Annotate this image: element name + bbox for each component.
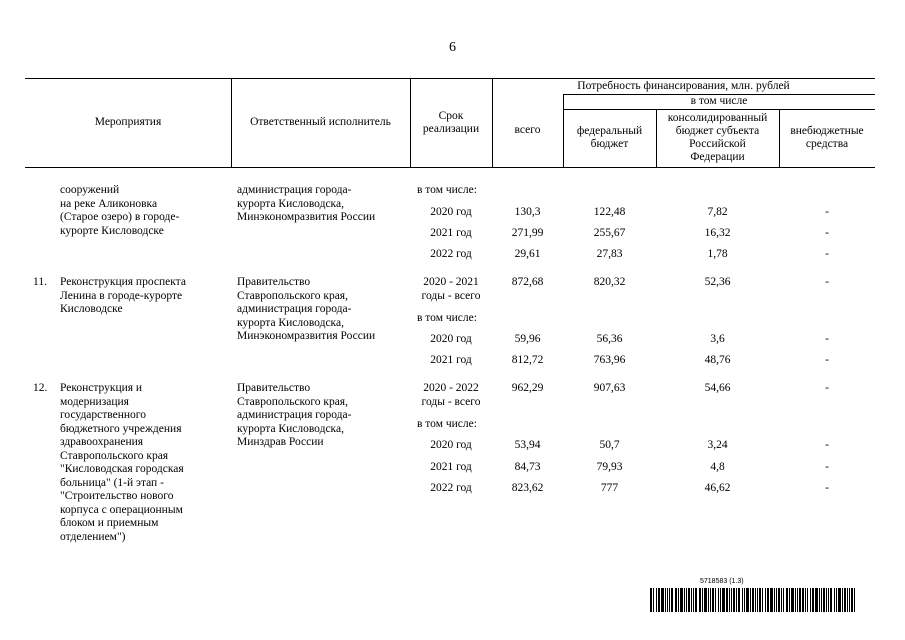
- barcode-bar: [815, 588, 818, 612]
- offbudget-value: -: [825, 248, 829, 260]
- total-value: 962,29: [511, 382, 544, 394]
- barcode-bar: [767, 588, 769, 612]
- total-value: 59,96: [514, 333, 541, 345]
- barcode-bar: [765, 588, 766, 612]
- offbudget-value: -: [825, 206, 829, 218]
- term-text: 2021 год: [430, 461, 472, 473]
- barcode-bar: [774, 588, 775, 612]
- regional-value: 46,62: [704, 482, 731, 494]
- regional-value: 54,66: [704, 382, 731, 394]
- barcode-bar: [695, 588, 697, 612]
- term-text: 2020 - 2022 годы - всего: [421, 382, 481, 408]
- barcode-number: 5718583 (1.3): [700, 578, 744, 585]
- barcode-bar: [688, 588, 690, 612]
- barcode-bar: [851, 588, 853, 612]
- regional-value: 4,8: [710, 461, 725, 473]
- barcode-bar: [836, 588, 837, 612]
- federal-value: 777: [600, 482, 619, 494]
- barcode-bar: [834, 588, 835, 612]
- regional-value: 7,82: [707, 206, 728, 218]
- event-text: Реконструкция проспекта Ленина в городе-курорте Кисловодске: [60, 276, 186, 315]
- row-number: 11.: [33, 276, 47, 288]
- barcode-bar: [819, 588, 820, 612]
- page-number: 6: [449, 40, 456, 55]
- federal-value: 907,63: [593, 382, 626, 394]
- barcode-bar: [802, 588, 804, 612]
- barcode-bar: [710, 588, 711, 612]
- barcode-bar: [746, 588, 749, 612]
- header-regional: консолидированный бюджет субъекта Российской Федерации: [667, 112, 768, 163]
- regional-value: 3,24: [707, 439, 728, 451]
- header-federal: федеральный бюджет: [576, 125, 643, 150]
- barcode-bar: [680, 588, 683, 612]
- federal-value: 255,67: [593, 227, 626, 239]
- total-value: 29,61: [514, 248, 541, 260]
- barcode-bar: [828, 588, 829, 612]
- header-offbudget: внебюджетные средства: [790, 125, 864, 150]
- offbudget-value: -: [825, 276, 829, 288]
- federal-value: 820,32: [593, 276, 626, 288]
- regional-value: 52,36: [704, 276, 731, 288]
- barcode-bar: [810, 588, 811, 612]
- total-value: 872,68: [511, 276, 544, 288]
- row-number: 12.: [33, 382, 48, 394]
- header-responsible: Ответственный исполнитель: [250, 116, 391, 128]
- total-value: 130,3: [514, 206, 541, 218]
- federal-value: 79,93: [596, 461, 623, 473]
- total-value: 84,73: [514, 461, 541, 473]
- barcode: [650, 588, 858, 612]
- barcode-bar: [789, 588, 790, 612]
- offbudget-value: -: [825, 482, 829, 494]
- total-value: 812,72: [511, 354, 544, 366]
- barcode-bar: [750, 588, 751, 612]
- term-text: 2021 год: [430, 227, 472, 239]
- barcode-bar: [656, 588, 657, 612]
- regional-value: 48,76: [704, 354, 731, 366]
- barcode-bar: [678, 588, 679, 612]
- term-text: 2020 год: [430, 333, 472, 345]
- term-text: 2020 год: [430, 206, 472, 218]
- federal-value: 27,83: [596, 248, 623, 260]
- event-text: сооружений на реке Аликоновка (Старое озеро) в городе- курорте Кисловодске: [60, 184, 180, 237]
- barcode-bar: [733, 588, 735, 612]
- barcode-bar: [823, 588, 825, 612]
- regional-value: 1,78: [707, 248, 728, 260]
- barcode-bar: [708, 588, 709, 612]
- barcode-bar: [830, 588, 832, 612]
- barcode-bar: [795, 588, 796, 612]
- total-value: 823,62: [511, 482, 544, 494]
- barcode-bar: [658, 588, 660, 612]
- barcode-bar: [661, 588, 664, 612]
- barcode-bar: [718, 588, 719, 612]
- offbudget-value: -: [825, 354, 829, 366]
- term-text: в том числе:: [417, 418, 477, 430]
- barcode-bar: [842, 588, 843, 612]
- federal-value: 50,7: [599, 439, 620, 451]
- barcode-bar: [729, 588, 730, 612]
- header-financing: Потребность финансирования, млн. рублей: [577, 79, 790, 92]
- term-text: 2022 год: [430, 248, 472, 260]
- barcode-bar: [812, 588, 814, 612]
- regional-value: 3,6: [710, 333, 725, 345]
- barcode-bar: [844, 588, 846, 612]
- total-value: 271,99: [511, 227, 544, 239]
- barcode-bar: [783, 588, 784, 612]
- offbudget-value: -: [825, 439, 829, 451]
- barcode-bar: [849, 588, 850, 612]
- barcode-bar: [704, 588, 707, 612]
- barcode-bar: [650, 588, 652, 612]
- barcode-bar: [805, 588, 806, 612]
- barcode-bar: [847, 588, 848, 612]
- header-events: Мероприятия: [94, 116, 162, 128]
- barcode-bar: [675, 588, 677, 612]
- header-including: в том числе: [690, 95, 748, 107]
- offbudget-value: -: [825, 333, 829, 345]
- barcode-bar: [742, 588, 743, 612]
- barcode-bar: [667, 588, 668, 612]
- barcode-bar: [781, 588, 782, 612]
- barcode-bar: [838, 588, 841, 612]
- barcode-bar: [826, 588, 827, 612]
- barcode-bar: [791, 588, 794, 612]
- barcode-bar: [715, 588, 716, 612]
- barcode-bar: [738, 588, 740, 612]
- barcode-bar: [671, 588, 673, 612]
- header-term: Срок реализации: [422, 109, 480, 135]
- barcode-bar: [684, 588, 685, 612]
- barcode-bar: [752, 588, 754, 612]
- federal-value: 122,48: [593, 206, 626, 218]
- barcode-bar: [691, 588, 692, 612]
- barcode-bar: [759, 588, 761, 612]
- responsible-text: администрация города- курорта Кисловодска, Минэкономразвития России: [237, 184, 376, 223]
- barcode-bar: [807, 588, 808, 612]
- offbudget-value: -: [825, 461, 829, 473]
- federal-value: 56,36: [596, 333, 623, 345]
- barcode-bar: [665, 588, 666, 612]
- barcode-bar: [770, 588, 773, 612]
- term-text: 2020 год: [430, 439, 472, 451]
- barcode-bar: [712, 588, 714, 612]
- barcode-bar: [776, 588, 777, 612]
- barcode-bar: [799, 588, 801, 612]
- barcode-bar: [699, 588, 701, 612]
- term-text: в том числе:: [417, 184, 477, 196]
- term-text: 2020 - 2021 годы - всего: [421, 276, 481, 302]
- federal-value: 763,96: [593, 354, 626, 366]
- responsible-text: Правительство Ставропольского края, администрация города- курорта Кисловодска, Минэкономразвития России: [237, 276, 376, 342]
- term-text: 2022 год: [430, 482, 472, 494]
- offbudget-value: -: [825, 382, 829, 394]
- term-text: в том числе:: [417, 312, 477, 324]
- total-value: 53,94: [514, 439, 541, 451]
- regional-value: 16,32: [704, 227, 731, 239]
- barcode-bar: [821, 588, 822, 612]
- barcode-bar: [755, 588, 756, 612]
- header-total: всего: [514, 124, 541, 136]
- barcode-bar: [720, 588, 721, 612]
- barcode-bar: [693, 588, 694, 612]
- barcode-bar: [778, 588, 780, 612]
- barcode-bar: [744, 588, 745, 612]
- event-text: Реконструкция и модернизация государственного бюджетного учреждения здравоохранения Ставропольского края "Кисловодская городская больница" (1-й этап - "Строительство нового корпуса с операционным блоком и приемным отделением"): [60, 382, 184, 543]
- barcode-bar: [722, 588, 725, 612]
- barcode-bar: [757, 588, 758, 612]
- barcode-bar: [686, 588, 687, 612]
- barcode-bar: [736, 588, 737, 612]
- responsible-text: Правительство Ставропольского края, администрация города- курорта Кисловодска, Минздрав России: [237, 382, 352, 448]
- barcode-bar: [653, 588, 654, 612]
- barcode-bar: [762, 588, 763, 612]
- barcode-bar: [731, 588, 732, 612]
- barcode-bar: [797, 588, 798, 612]
- offbudget-value: -: [825, 227, 829, 239]
- barcode-bar: [854, 588, 855, 612]
- barcode-bar: [786, 588, 788, 612]
- term-text: 2021 год: [430, 354, 472, 366]
- barcode-bar: [702, 588, 703, 612]
- barcode-bar: [726, 588, 728, 612]
- barcode-bar: [669, 588, 670, 612]
